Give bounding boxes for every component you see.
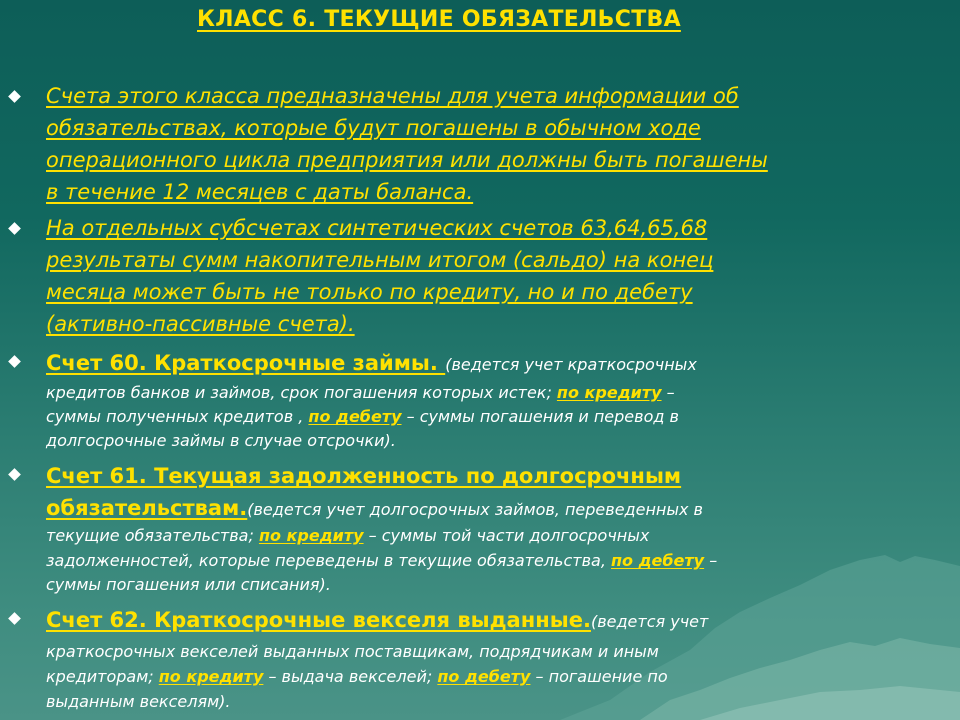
line: задолженностей, которые переведены в текущие обязательства, по дебету – <box>46 551 718 570</box>
account-heading: Счет 61. Текущая задолженность по долгосрочным <box>46 464 682 488</box>
line: Счета этого класса предназначены для учета информации об <box>46 84 739 108</box>
line: выданным векселям). <box>46 692 231 711</box>
line: обязательствах, которые будут погашены в обычном ходе <box>46 116 701 140</box>
diamond-bullet-icon <box>8 468 21 481</box>
account-heading: Счет 60. Краткосрочные займы. <box>46 351 446 375</box>
line: кредиторам; по кредиту – выдача векселей; по дебету – погашение по <box>46 667 668 686</box>
credit-link: по кредиту <box>158 667 264 686</box>
line: кредитов банков и займов, срок погашения которых истек; по кредиту – <box>46 383 675 402</box>
diamond-bullet-icon <box>8 355 21 368</box>
line: краткосрочных векселей выданных поставщикам, подрядчикам и иным <box>46 642 659 661</box>
line: суммы полученных кредитов , по дебету – суммы погашения и перевод в <box>46 407 679 426</box>
line: суммы погашения или списания). <box>46 575 331 594</box>
debit-link: по дебету <box>308 407 402 426</box>
diamond-bullet-icon <box>8 90 21 103</box>
debit-link: по дебету <box>610 551 705 570</box>
line: месяца может быть не только по кредиту, но и по дебету <box>46 280 693 304</box>
account-heading: Счет 62. Краткосрочные векселя выданные. <box>46 608 591 632</box>
credit-link: по кредиту <box>556 383 662 402</box>
line: операционного цикла предприятия или должны быть погашены <box>46 148 768 172</box>
line: результаты сумм накопительным итогом (сальдо) на конец <box>46 248 714 272</box>
line: (активно-пассивные счета). <box>46 312 355 336</box>
line <box>46 464 681 488</box>
line: Счет 62. Краткосрочные векселя выданные.(ведется учет <box>46 608 709 632</box>
diamond-bullet-icon <box>8 222 21 235</box>
diamond-bullet-icon <box>8 612 21 625</box>
line: обязательствам.(ведется учет долгосрочных займов, переведенных в <box>46 496 703 520</box>
slide-title: КЛАСС 6. ТЕКУЩИЕ ОБЯЗАТЕЛЬСТВА <box>197 7 681 32</box>
line: текущие обязательства; по кредиту – суммы той части долгосрочных <box>46 526 650 545</box>
line: долгосрочные займы в случае отсрочки). <box>46 431 396 450</box>
line: в течение 12 месяцев с даты баланса. <box>46 180 474 204</box>
line: На отдельных субсчетах синтетических счетов 63,64,65,68 <box>46 216 708 240</box>
credit-link: по кредиту <box>258 526 364 545</box>
line: Счет 60. Краткосрочные займы. (ведется учет краткосрочных <box>46 351 697 375</box>
account-heading: обязательствам. <box>46 496 248 520</box>
debit-link: по дебету <box>437 667 531 686</box>
